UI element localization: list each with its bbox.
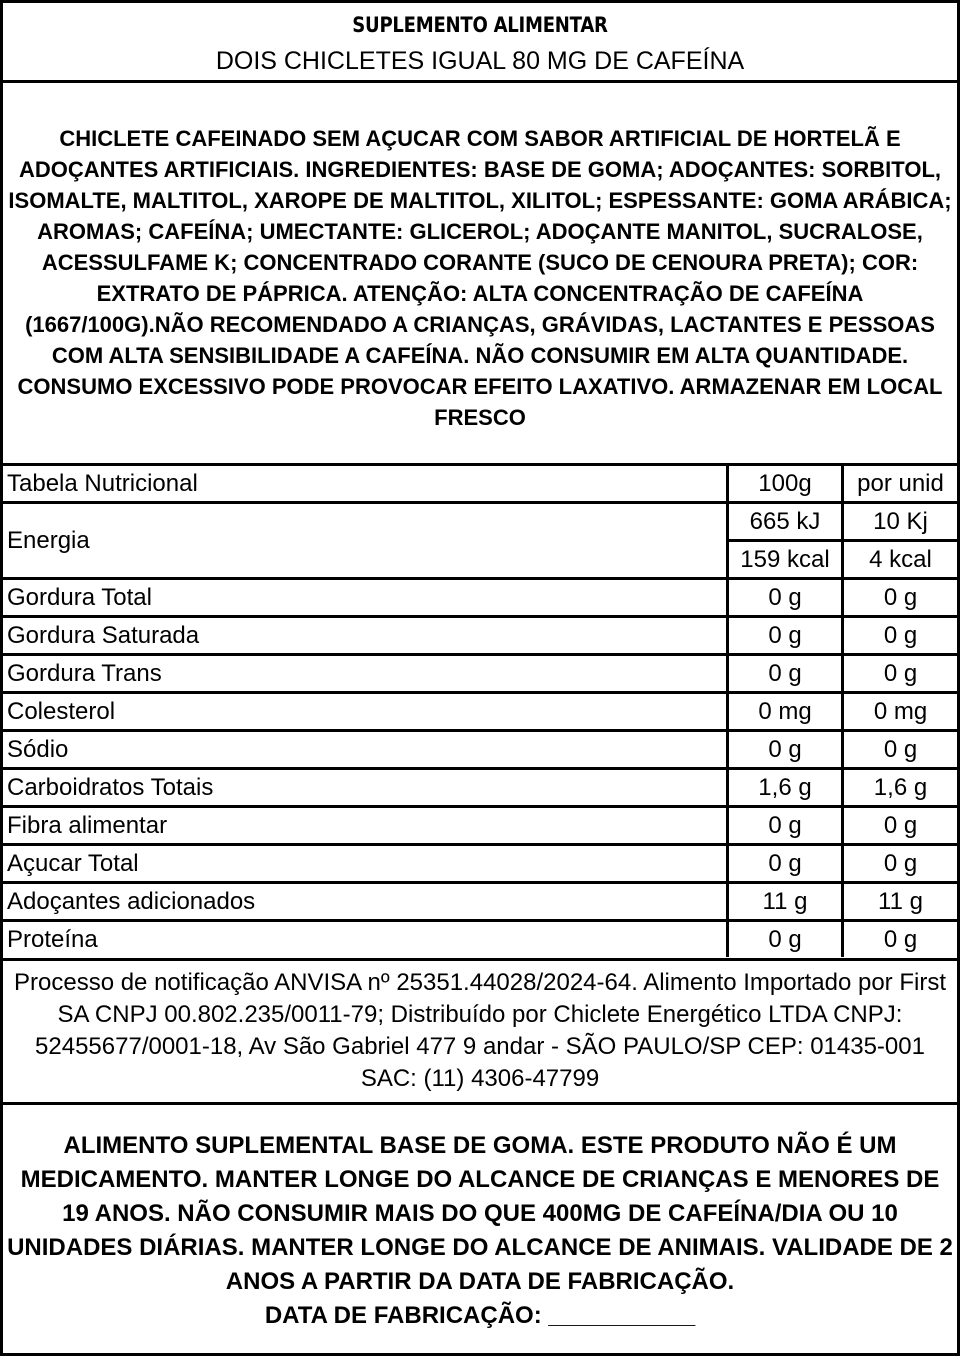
nutrient-name: Proteína xyxy=(7,926,98,953)
energy-kcal-100g: 159 kcal xyxy=(728,541,843,579)
nutrient-value-100g: 0 mg xyxy=(728,693,843,731)
nutrient-value-100g: 0 g xyxy=(728,617,843,655)
nutrition-table-title: Tabela Nutricional xyxy=(3,466,728,503)
product-subtitle: DOIS CHICLETES IGUAL 80 MG DE CAFEÍNA xyxy=(215,47,745,75)
nutrient-value-unit: 0 g xyxy=(883,926,918,953)
nutrient-value-unit: 0 g xyxy=(843,579,958,617)
nutrient-row xyxy=(3,655,957,693)
nutrient-value-unit: 0 g xyxy=(843,655,958,693)
notification-section xyxy=(3,958,957,1105)
column-header-per-unit: por unid xyxy=(843,466,958,503)
notification-text: Processo de notificação ANVISA nº 25351.44028/2024-64. Alimento Importado por First SA CNPJ 00.802.235/0011-79; Distribuído por Chiclete Energético LTDA CNPJ: 52455677/0001-18, Av São Gabriel 477 9 andar - SÃO PAULO/SP CEP: 01435-001 SAC: (11) 4306-47799 xyxy=(14,969,946,1092)
nutrient-value-100g: 1,6 g xyxy=(728,769,843,807)
nutrient-name: Fibra alimentar xyxy=(3,807,728,845)
nutrient-name: Colesterol xyxy=(3,693,728,731)
nutrient-name: Gordura Saturada xyxy=(3,617,728,655)
nutrient-row xyxy=(3,769,957,807)
nutrient-name: Gordura Total xyxy=(3,579,728,617)
nutrient-value-100g: 0 g xyxy=(728,921,843,958)
nutrient-value-100g: 0 g xyxy=(728,655,843,693)
energy-row-kj xyxy=(3,503,957,541)
ingredients-text: CHICLETE CAFEINADO SEM AÇUCAR COM SABOR ARTIFICIAL DE HORTELÃ E ADOÇANTES ARTIFICIAIS. INGREDIENTES: BASE DE GOMA; ADOÇANTES: SORBITOL, ISOMALTE, MALTITOL, XAROPE DE MALTITOL, XILITOL; ESPESSANTE: GOMA ARÁBICA; AROMAS; CAFEÍNA; UMECTANTE: GLICEROL; ADOÇANTE MANITOL, SUCRALOSE, ACESSULFAME K; CONCENTRADO CORANTE (SUCO DE CENOURA PRETA); COR: EXTRATO DE PÁPRICA. ATENÇÃO: ALTA CONCENTRAÇÃO DE CAFEÍNA (1667/100G).NÃO RECOMENDADO A CRIANÇAS, GRÁVIDAS, LACTANTES E PESSOAS COM ALTA SENSIBILIDADE A CAFEÍNA. NÃO CONSUMIR EM ALTA QUANTIDADE. CONSUMO EXCESSIVO PODE PROVOCAR EFEITO LAXATIVO. ARMAZENAR EM LOCAL FRESCO xyxy=(8,126,952,430)
nutrient-name: Açucar Total xyxy=(3,845,728,883)
nutrient-value-100g: 0 g xyxy=(728,807,843,845)
nutrient-row xyxy=(3,921,957,958)
fabrication-date: DATA DE FABRICAÇÃO: ___________ xyxy=(264,1302,696,1329)
nutrient-value-unit: 0 mg xyxy=(843,693,958,731)
nutrition-table xyxy=(3,466,957,957)
energy-kcal-unit: 4 kcal xyxy=(843,541,958,579)
nutrient-name: Gordura Trans xyxy=(3,655,728,693)
nutrient-value-unit: 0 g xyxy=(843,807,958,845)
nutrient-name: Carboidratos Totais xyxy=(3,769,728,807)
ingredients-section xyxy=(3,83,957,466)
nutrient-row xyxy=(3,579,957,617)
nutrient-row xyxy=(3,883,957,921)
nutrient-row xyxy=(3,617,957,655)
nutrient-value-100g: 0 g xyxy=(728,579,843,617)
product-category: SUPLEMENTO ALIMENTAR xyxy=(352,13,608,37)
nutrient-value-100g: 0 g xyxy=(728,731,843,769)
label-header xyxy=(3,3,957,83)
nutrient-name: Sódio xyxy=(3,731,728,769)
nutrient-value-unit: 0 g xyxy=(843,731,958,769)
nutrient-value-unit: 0 g xyxy=(843,617,958,655)
nutrient-row xyxy=(3,807,957,845)
nutrient-row xyxy=(3,845,957,883)
nutrient-value-100g: 0 g xyxy=(728,845,843,883)
nutrient-row xyxy=(3,731,957,769)
nutrient-value-unit: 1,6 g xyxy=(843,769,958,807)
energy-kj-100g: 665 kJ xyxy=(728,503,843,541)
nutrient-value-unit: 0 g xyxy=(843,845,958,883)
energy-label: Energia xyxy=(3,503,728,579)
nutrient-value-100g: 11 g xyxy=(728,883,843,921)
warning-text: ALIMENTO SUPLEMENTAL BASE DE GOMA. ESTE PRODUTO NÃO É UM MEDICAMENTO. MANTER LONGE DO ALCANCE DE CRIANÇAS E MENORES DE 19 ANOS. NÃO CONSUMIR MAIS DO QUE 400MG DE CAFEÍNA/DIA OU 10 UNIDADES DIÁRIAS. MANTER LONGE DO ALCANCE DE ANIMAIS. VALIDADE DE 2 ANOS A PARTIR DA DATA DE FABRICAÇÃO. xyxy=(7,1132,953,1295)
nutrient-value-unit: 11 g xyxy=(843,883,958,921)
energy-kj-unit: 10 Kj xyxy=(843,503,958,541)
nutrition-header-row xyxy=(3,466,957,503)
nutrient-row xyxy=(3,693,957,731)
warning-section xyxy=(3,1102,957,1353)
nutrient-name: Adoçantes adicionados xyxy=(3,883,728,921)
nutrition-table-section xyxy=(3,466,957,958)
warning-paragraph xyxy=(5,1129,955,1333)
column-header-100g: 100g xyxy=(728,466,843,503)
